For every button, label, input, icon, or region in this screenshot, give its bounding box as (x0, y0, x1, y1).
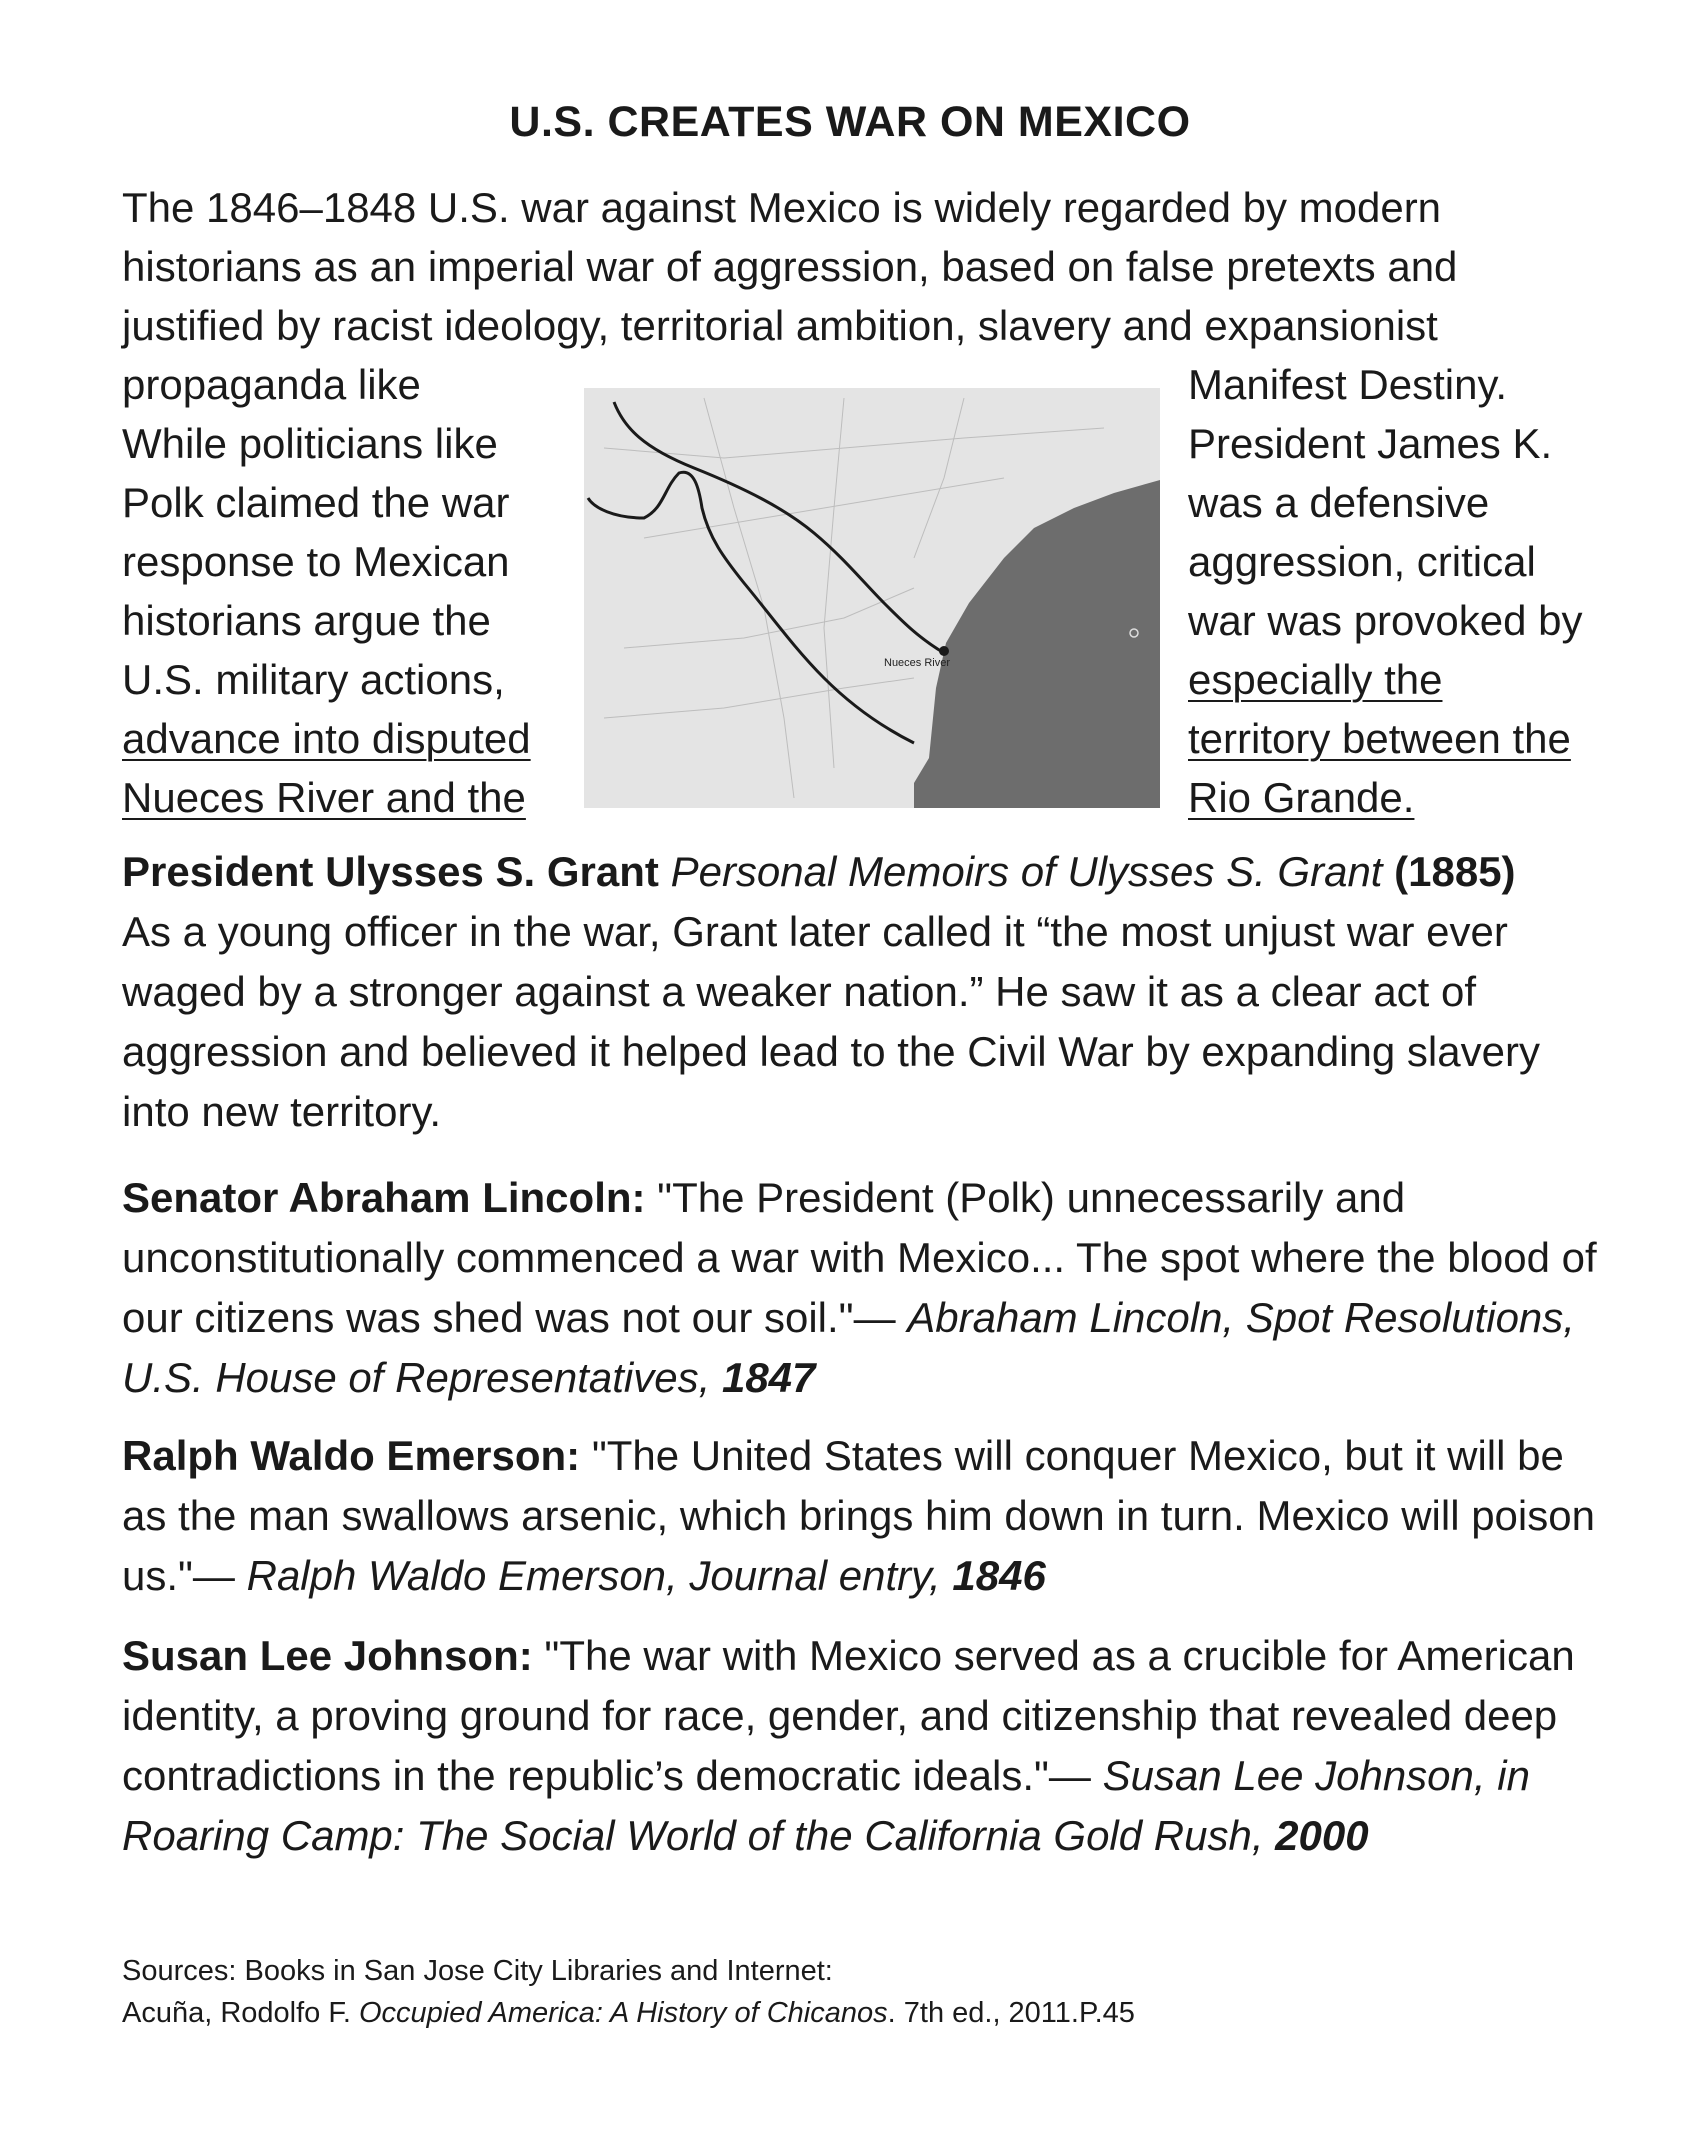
source-author: Acuña, Rodolfo F. (122, 1997, 359, 2029)
corpus-christi-marker (939, 646, 949, 656)
johnson-citation: Susan Lee Johnson, in Roaring Camp: The Social World of the California Gold Rush, (122, 1752, 1530, 1859)
sources-line-1: Sources: Books in San Jose City Libraries and Internet: (122, 1955, 833, 1987)
right-line-5: war was provoked by (1188, 597, 1583, 644)
emerson-year: 1846 (940, 1552, 1046, 1599)
nueces-river-label: Nueces River (884, 657, 951, 669)
right-line-3: was a defensive (1188, 479, 1490, 526)
lincoln-year: 1847 (710, 1354, 816, 1401)
right-line-4: aggression, critical (1188, 538, 1536, 585)
left-line-5: historians argue the (122, 597, 491, 644)
left-line-4: response to Mexican (122, 538, 510, 585)
left-line-7: advance into disputed (122, 715, 531, 762)
grant-paragraph (122, 842, 1602, 1142)
left-line-1: propaganda like (122, 361, 421, 408)
right-line-7: territory between the (1188, 715, 1571, 762)
source-edition: . 7th ed., 2011.P.45 (887, 1997, 1135, 2029)
johnson-quote: "The war with Mexico served as a crucible for American identity, a proving ground for race, gender, and citizenship that revealed deep contradictions in the republic’s democratic ideals."— (122, 1632, 1575, 1799)
left-line-6: U.S. military actions, (122, 656, 505, 703)
grant-text: As a young officer in the war, Grant later called it “the most unjust war ever waged by a stronger against a weaker nation.” He saw it as a clear act of aggression and believed it helped lead to the Civil War by expanding slavery into new territory. (122, 908, 1540, 1135)
intro-line-1: The 1846–1848 U.S. war against Mexico is widely regarded by modern (122, 184, 1442, 231)
emerson-citation: Ralph Waldo Emerson, Journal entry, (246, 1552, 941, 1599)
intro-line-2: historians as an imperial war of aggression, based on false pretexts and (122, 243, 1458, 290)
right-line-8: Rio Grande. (1188, 774, 1415, 821)
johnson-year: 2000 (1263, 1812, 1369, 1859)
page-title: U.S. CREATES WAR ON MEXICO (509, 98, 1191, 146)
left-line-2: While politicians like (122, 420, 498, 467)
lincoln-paragraph (122, 1168, 1602, 1408)
right-line-6: especially the (1188, 656, 1443, 703)
texas-border-map (584, 388, 1160, 808)
emerson-quote: "The United States will conquer Mexico, but it will be as the man swallows arsenic, which brings him down in turn. Mexico will poison us."— (122, 1432, 1595, 1599)
lincoln-citation: Abraham Lincoln, Spot Resolutions, U.S. House of Representatives, (122, 1294, 1575, 1401)
map-graphic (584, 388, 1160, 808)
johnson-paragraph (122, 1626, 1602, 1866)
lincoln-speaker: Senator Abraham Lincoln: (122, 1174, 646, 1221)
grant-year: (1885) (1394, 848, 1516, 895)
emerson-speaker: Ralph Waldo Emerson: (122, 1432, 581, 1479)
right-line-1: Manifest Destiny. (1188, 361, 1507, 408)
lincoln-quote: "The President (Polk) unnecessarily and unconstitutionally commenced a war with Mexico... The spot where the blood of our citizens was shed was not our soil."— (122, 1174, 1597, 1341)
grant-speaker: President Ulysses S. Grant (122, 848, 659, 895)
right-line-2: President James K. (1188, 420, 1553, 467)
grant-work: Personal Memoirs of Ulysses S. Grant (670, 848, 1383, 895)
source-book: Occupied America: A History of Chicanos (358, 1997, 888, 2029)
left-line-8: Nueces River and the (122, 774, 526, 821)
intro-line-3: justified by racist ideology, territorial ambition, slavery and expansionist (122, 302, 1438, 349)
sources-line-2 (122, 1992, 1522, 2034)
left-line-3: Polk claimed the war (122, 479, 510, 526)
johnson-speaker: Susan Lee Johnson: (122, 1632, 533, 1679)
emerson-paragraph (122, 1426, 1602, 1606)
sources-block (122, 1950, 1522, 2034)
